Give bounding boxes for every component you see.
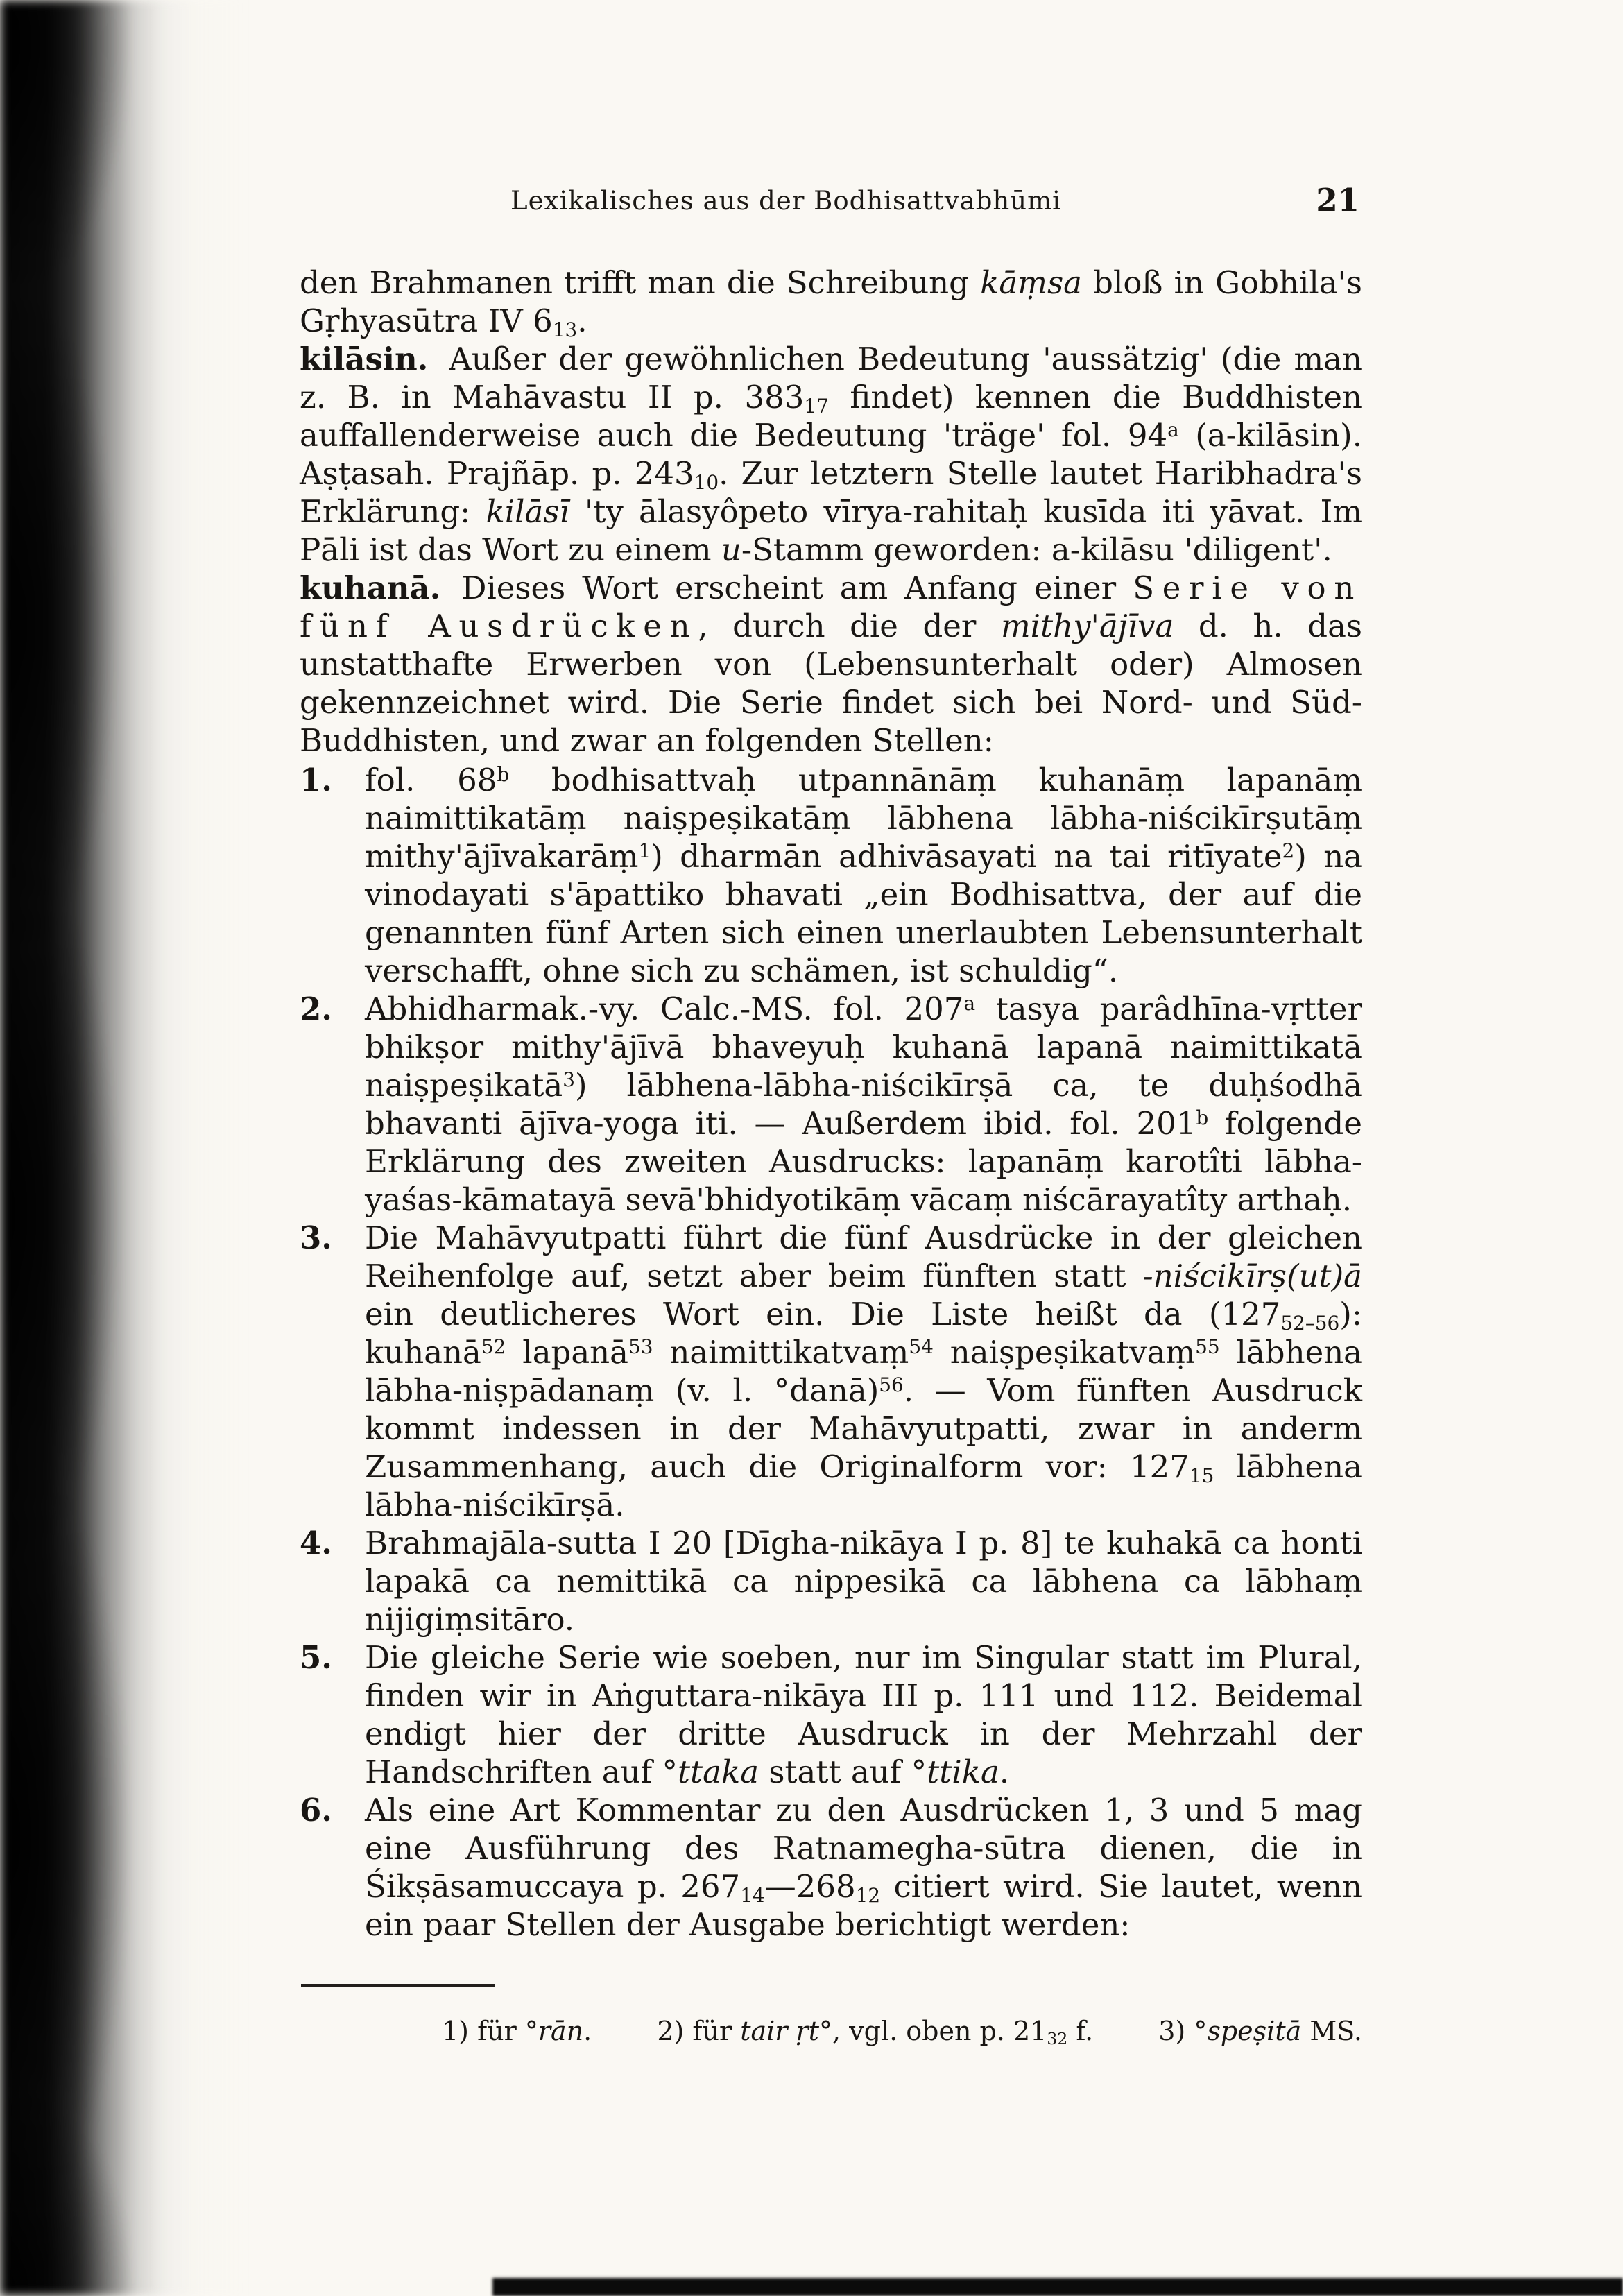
continuation-paragraph: den Brahmanen trifft man die Schreibung kāṃsa bloß in Gobhila's Gṛhyasūtra IV $6_{13}$. (300, 264, 1362, 341)
item-number: 6. (300, 1792, 332, 1828)
footnote-3: 3) °speṣitā MS. (1158, 2016, 1362, 2046)
entry-text-kuhana: Dieses Wort erscheint am Anfang einer Serie von fünf Ausdrücken, durch die der mithy'ājīva d. h. das unstatthafte Erwerben von (Lebensunterhalt oder) Almosen gekennzeichnet wird. Die Serie findet sich bei Nord- und Süd-Buddhisten, und zwar an folgenden Stellen: (300, 569, 1362, 759)
page-body (300, 264, 1362, 2048)
entry-text-kilasin: Außer der gewöhnlichen Bedeutung 'aussätzig' (die man z. B. in Mahāvastu II p. $383_{17}$ findet) kennen die Buddhisten auffallenderweise auch die Bedeutung 'träge' fol. 94$^a$ (a-kilāsin). Aṣṭasah. Prajñāp. p. $243_{10}$. Zur letztern Stelle lautet Haribhadra's Erklärung: kilāsī 'ty ālasyôpeto vīrya-rahitaḥ kusīda iti yāvat. Im Pāli ist das Wort zu einem u-Stamm geworden: a-kilāsu 'diligent'. (300, 341, 1363, 568)
footnote-2: 2) für tair ṛt°, vgl. oben p. $21_{32}$ f. (657, 2016, 1094, 2048)
item-text: Abhidharmak.-vy. Calc.-MS. fol. 207$^a$ tasya parâdhīna-vṛtter bhikṣor mithy'ājīvā bhaveyuḥ kuhanā lapanā naimittikatā naiṣpeṣikatā$^3$) lābhena-lābha-niścikīrṣā ca, te duḥśodhā bhavanti ājīva-yoga iti. — Außerdem ibid. fol. 201$^b$ folgende Erklärung des zweiten Ausdrucks: lapanāṃ karotîti lābha-yaśas-kāmatayā sevā'bhidyotikāṃ vācaṃ niścārayatîty arthaḥ. (365, 991, 1362, 1218)
entry-kuhana (300, 569, 1362, 760)
item-number: 3. (300, 1219, 332, 1256)
item-number: 1. (300, 762, 332, 798)
item-text: fol. 68$^b$ bodhisattvaḥ utpannānāṃ kuhanāṃ lapanāṃ naimittikatāṃ naiṣpeṣikatāṃ lābhena lābha-niścikīrṣutāṃ mithy'ājīvakarāṃ$^1$) dharmān adhivāsayati na tai ritīyate$^2$) na vinodayati s'āpattiko bhavati „ein Bodhisattva, der auf die genannten fünf Arten sich einen unerlaubten Lebensunterhalt verschafft, ohne sich zu schämen, ist schuldig“. (365, 762, 1363, 989)
item-number: 4. (300, 1525, 332, 1561)
entry-lemma-kilasin: kilāsin. (300, 341, 429, 377)
list-item (300, 761, 1362, 990)
item-text: Die Mahāvyutpatti führt die fünf Ausdrücke in der gleichen Reihenfolge auf, setzt aber beim fünften statt -niścikīrṣ(ut)ā ein deutlicheres Wort ein. Die Liste heißt da $(127_{52-56})$: kuhanā$^{52}$ lapanā$^{53}$ naimittikatvaṃ$^{54}$ naiṣpeṣikatvaṃ$^{55}$ lābhena lābha-niṣpādanaṃ (v. l. °danā)$^{56}$. — Vom fünften Ausdruck kommt indessen in der Mahāvyutpatti, zwar in anderm Zusammenhang, auch die Originalform vor: $127_{15}$ lābhena lābha-niścikīrṣā. (365, 1219, 1363, 1523)
list-item (300, 990, 1362, 1219)
entry-kilasin (300, 340, 1362, 569)
item-number: 2. (300, 991, 332, 1027)
footnote-1: 1) für °rān. (442, 2016, 592, 2046)
item-text: Als eine Art Kommentar zu den Ausdrücken 1, 3 und 5 mag eine Ausführung des Ratnamegha-sūtra dienen, die in Śikṣāsamuccaya p. $267_{14}—268_{12}$ citiert wird. Sie lautet, wenn ein paar Stellen der Ausgabe berichtigt werden: (365, 1792, 1362, 1943)
footnote-rule (301, 1984, 495, 1987)
numbered-list (300, 761, 1362, 1944)
page-number: 21 (1316, 182, 1359, 219)
running-title: Lexikalisches aus der Bodhisattvabhūmi (510, 186, 1061, 216)
text-block (300, 182, 1363, 2048)
scan-gutter-shadow (0, 0, 250, 2296)
scan-bottom-artifact (492, 2278, 1623, 2296)
entry-lemma-kuhana: kuhanā. (300, 569, 441, 606)
list-item (300, 1524, 1362, 1638)
item-text: Die gleiche Serie wie soeben, nur im Singular statt im Plural, finden wir in Aṅguttara-nikāya III p. 111 und 112. Beidemal endigt hier der dritte Ausdruck in der Mehrzahl der Handschriften auf °ttaka statt auf °ttika. (365, 1639, 1362, 1790)
list-item (300, 1638, 1362, 1791)
list-item (300, 1219, 1362, 1524)
page-header (300, 182, 1362, 228)
item-number: 5. (300, 1639, 332, 1676)
list-item (300, 1791, 1362, 1944)
footnote-row (442, 2014, 1362, 2048)
item-text: Brahmajāla-sutta I 20 [Dīgha-nikāya I p. 8] te kuhakā ca honti lapakā ca nemittikā ca nippesikā ca lābhena ca lābhaṃ nijigiṃsitāro. (365, 1525, 1362, 1638)
